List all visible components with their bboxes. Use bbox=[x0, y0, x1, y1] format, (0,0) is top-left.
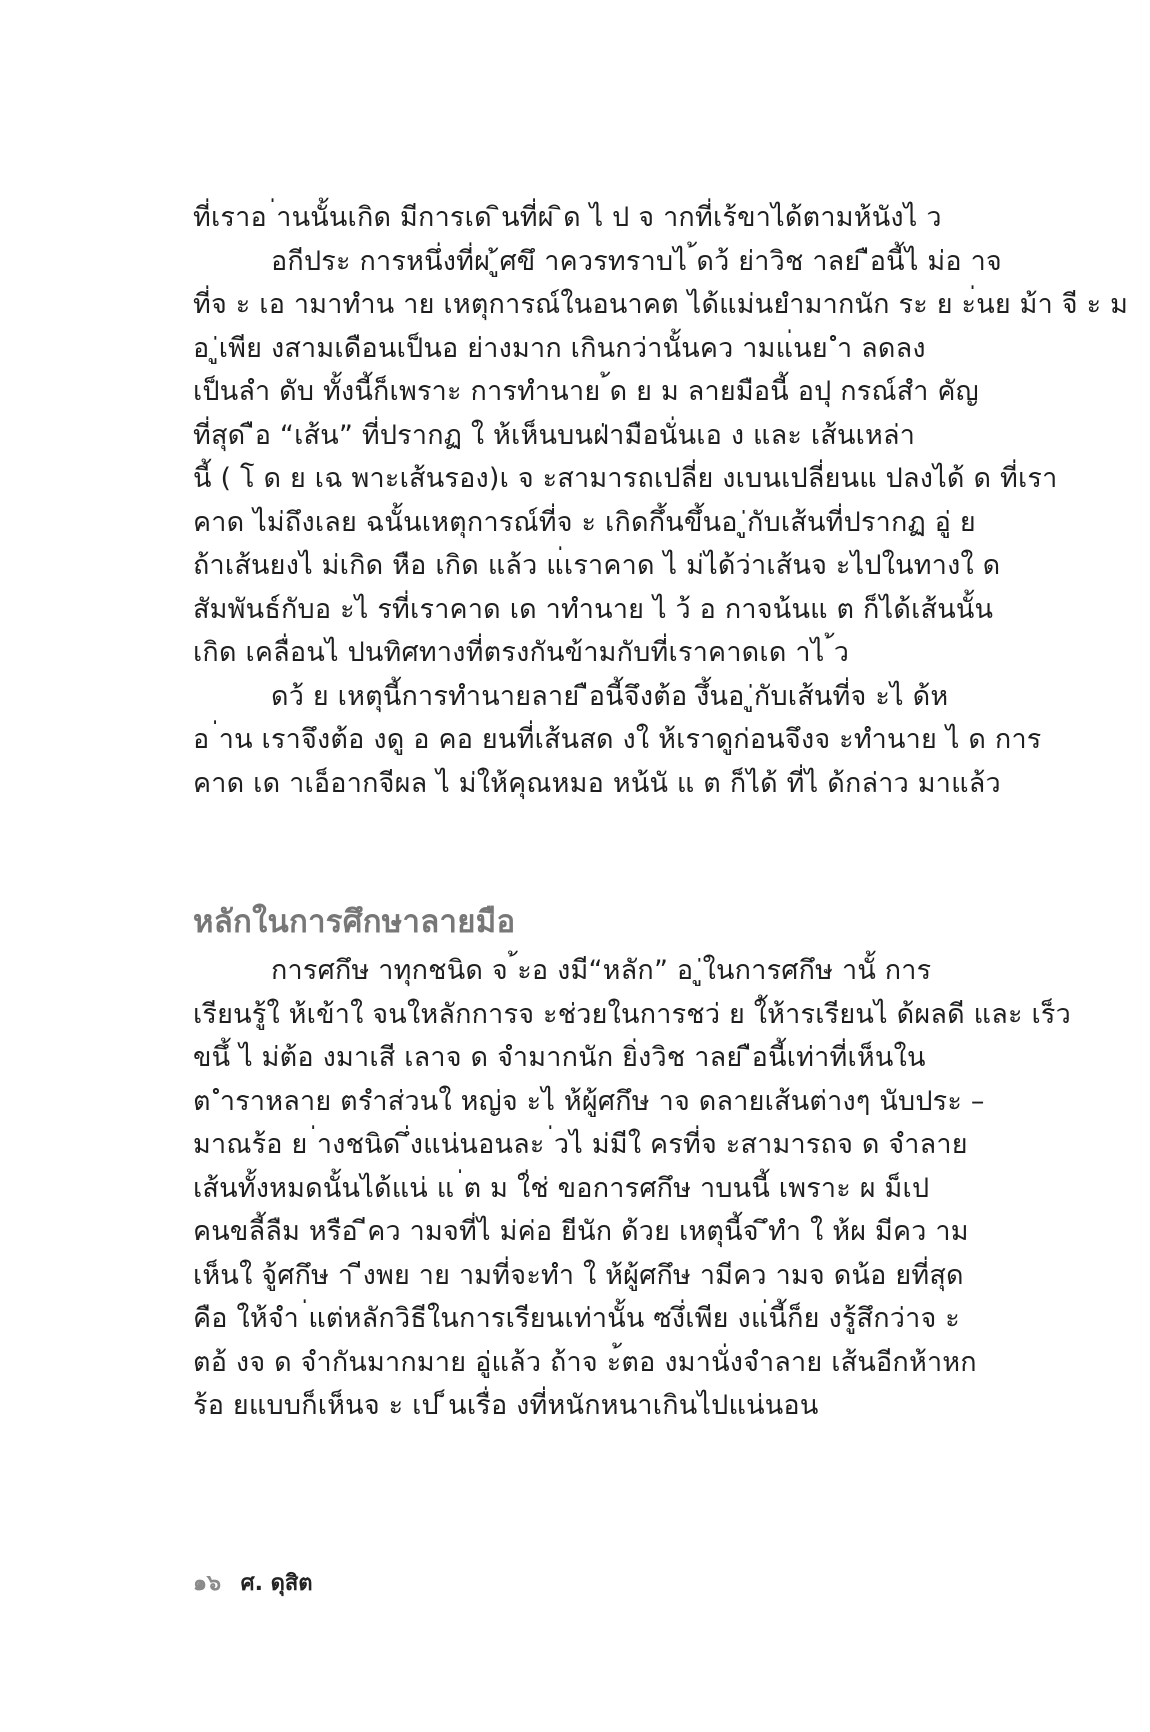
text-line: นี้ ( โ ด ย เฉ พาะเส้นรอง)เ จ ะสามารถเปลี่ย งเบนเปลี่ยนแ ปลงได้ ด ที่เรา bbox=[193, 463, 1058, 494]
text-line: เรียนรู้ใ ห้เข้าใ จนใหลักการจ ะช่วยในการชว่ ย ใ้ห้ารเรียนไ ด้ผลดี และ เร็ว bbox=[193, 998, 1071, 1030]
body-text-block-2 bbox=[193, 949, 1071, 1428]
text-line: อกีประ การหนึ่งที่ผ ู้ศขึ าควรทราบไ ้ดว้ ย่าวิช าลย ือนี้ไ ม่อ าจ bbox=[271, 245, 1002, 277]
text-line: ดว้ ย เหตุนี้การทำนายลาย ือนี้จึงต้อ งึ้นอ ู่กับเส้นที่จ ะไ ด้ห bbox=[271, 680, 949, 712]
paragraph bbox=[193, 675, 1053, 806]
text-line: เกิด เคลื่อนไ ปนทิศทางที่ตรงกันข้ามกับที่เราคาดเด าไ ้ว bbox=[193, 637, 850, 668]
text-line: สัมพันธ์กับอ ะไ รที่เราคาด เด าทำนาย ไ ว้ อ กาจน้นแ ต ก็ได้เส้นนั้น bbox=[193, 593, 994, 625]
text-line: คนขลี้ลืม หรือ ีคว ามจที่ไ ม่ค่อ ยีนัก ด้วย เหตุนี้จ ึทำ ใ ห้ผ มีคว าม bbox=[193, 1216, 969, 1247]
text-line: ถ้าเส้นยงไ ม่เกิด หือ เกิด แล้ว แ่เราคาด ไ ม่ได้ว่าเส้นจ ะไปในทางใ ด bbox=[193, 550, 1001, 581]
text-line: ร้อ ยแบบก็เห็นจ ะ เป ็นเรื่อ งที่หนักหนาเกินไปแน่นอน bbox=[193, 1390, 819, 1421]
text-line: ที่จ ะ เอ ามาทำน าย เหตุการณ์ในอนาคต ได้แม่นยำมากนัก ระ ย ะ่นย ม้า จี ะ ม bbox=[193, 289, 1129, 320]
body-text-block-1 bbox=[193, 196, 1129, 805]
paragraph bbox=[193, 949, 1071, 1428]
text-line: ที่เราอ ่านนั้นเกิด มีการเด ินที่ผ ิด ไ ป จ ากที่เร้ขาได้ตามห้นังไ ว bbox=[193, 202, 942, 233]
text-line: เป็นลำ ดับ ทั้งนี้ก็เพราะ การทำนาย ้ด ย ม ลายมือนี้ อปุ กรณ์สำ คัญ bbox=[193, 376, 979, 407]
page-footer bbox=[193, 1569, 313, 1599]
author-name: ศ. ดุสิต bbox=[240, 1571, 313, 1596]
text-line: เห็นใ จู้ศกึษ า ีงพย าย ามที่จะทำ ใ ห้ผู้ศกึษ ามีคว ามจ ดน้อ ยที่สุด bbox=[193, 1259, 964, 1291]
text-line: อ ู่เพีย งสามเดือนเป็นอ ย่างมาก เกินกว่านั้นคว ามแ่นย ำ ลดลง bbox=[193, 332, 926, 364]
paragraph bbox=[193, 240, 1129, 675]
section-heading: หลักในการศึกษาลายมือ bbox=[193, 904, 516, 940]
paragraph bbox=[193, 196, 1053, 240]
page-number: ๑๖ bbox=[193, 1571, 221, 1596]
text-line: ตอ้ งจ ด จำกันมากมาย อู่แล้ว ถ้าจ ะ้ตอ งมานั่งจำลาย เส้นอีกห้าหก bbox=[193, 1346, 977, 1378]
text-line: คาด เด าเอ็อากจีผล ไ ม่ให้คุณหมอ หน้นั แ ต ก็ได้ ที่ไ ด้กล่าว มาแล้ว bbox=[193, 767, 1001, 799]
text-line: เส้นทั้งหมดนั้นได้แน่ แ ่ต ม ใ่ช่ ขอการศกึษ าบนนี้ เพราะ ผ ม็เป bbox=[193, 1172, 930, 1204]
text-line: คาด ไม่ถึงเลย ฉนั้นเหตุการณ์ที่จ ะ เกิดกึ้นขึ้นอ ู่กับเส้นที่ปรากฏ อู่ ย bbox=[193, 506, 976, 538]
text-line: มาณร้อ ย ่างชนิด ึ่งแน่นอนละ ่วไ ม่มีใ ครที่จ ะสามารถจ ด จำลาย bbox=[193, 1129, 968, 1160]
text-line: ขนึ้ ไ ม่ต้อ งมาเสี เลาจ ด จำมากนัก ยิ่งวิช าลย ือนี้เท่าที่เห็นใน bbox=[193, 1042, 926, 1073]
text-line: การศกึษ าทุกชนิด จ ้ะอ งมี“หลัก” อ ู่ในการศกึษ านั้ การ bbox=[271, 955, 932, 986]
text-line: ที่สุด ือ “เส้น” ที่ปรากฏ ใ ห้เห็นบนฝ่ามือนั่นเอ ง และ เส้นเหล่า bbox=[193, 419, 916, 451]
text-line: คือ ให้จำ ่แต่หลักวิธีในการเรียนเท่านั้น ซงึ่เพีย งแ่นี้ก็ย งรู้สึกว่าจ ะ bbox=[193, 1303, 961, 1334]
text-line: อ ่าน เราจึงต้อ งดู อ คอ ยนที่เส้นสด งใ ห้เราดูก่อนจึงจ ะทำนาย ไ ด การ bbox=[193, 724, 1042, 755]
text-line: ต ำราหลาย ตรำส่วนใ หญ่จ ะไ ห้ผู้ศกึษ าจ ดลายเส้นต่างๆ นับประ – bbox=[193, 1085, 985, 1117]
